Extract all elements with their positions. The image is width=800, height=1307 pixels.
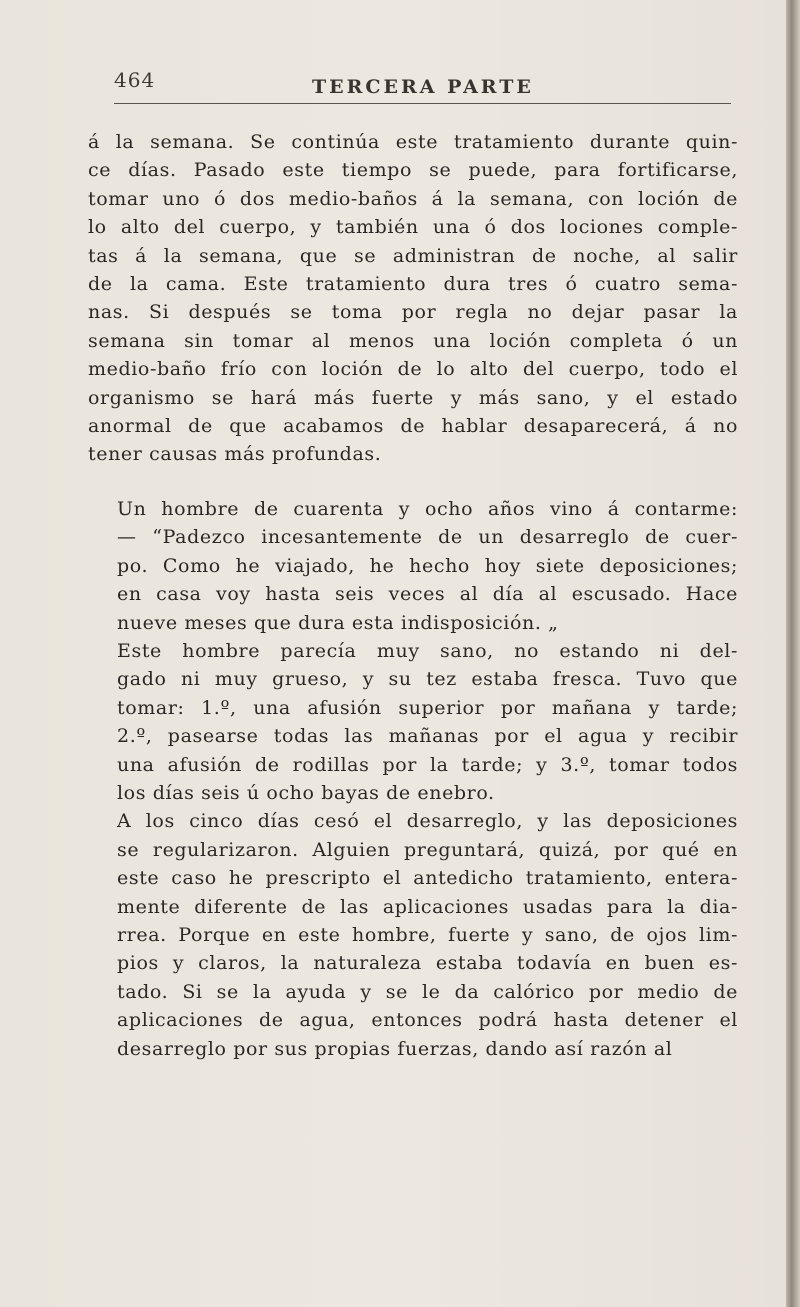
text-line: en casa voy hasta seis veces al día al escusado. Hace	[117, 583, 738, 606]
text-line: Este hombre parecía muy sano, no estando ni del-	[117, 639, 738, 662]
text-line: tomar uno ó dos medio-baños á la semana, con loción de	[88, 187, 738, 210]
text-line: gado ni muy grueso, y su tez estaba fresca. Tuvo que	[117, 668, 738, 691]
text-line: tener causas más profundas.	[88, 443, 382, 466]
text-line: anormal de que acabamos de hablar desaparecerá, á no	[88, 415, 738, 438]
text-line: tas á la semana, que se administran de noche, al salir	[88, 244, 738, 267]
paragraph	[88, 495, 738, 637]
text-line: ce días. Pasado este tiempo se puede, para fortificarse,	[88, 159, 738, 182]
text-line: medio-baño frío con loción de lo alto del cuerpo, todo el	[88, 358, 738, 381]
paragraph	[88, 637, 738, 807]
text-line: aplicaciones de agua, entonces podrá hasta detener el	[117, 1009, 738, 1032]
text-line: este caso he prescripto el antedicho tratamiento, entera-	[117, 867, 738, 890]
text-line: 2.º, pasearse todas las mañanas por el agua y recibir	[117, 725, 738, 748]
text-line: — “Padezco incesantemente de un desarreglo de cuer-	[117, 526, 738, 549]
text-line: nas. Si después se toma por regla no dejar pasar la	[88, 301, 738, 324]
text-line: A los cinco días cesó el desarreglo, y las deposiciones	[117, 810, 738, 833]
text-line: á la semana. Se continúa este tratamiento durante quin-	[88, 131, 738, 153]
text-line: mente diferente de las aplicaciones usadas para la dia-	[117, 895, 738, 918]
text-line: nueve meses que dura esta indisposición. „	[117, 611, 559, 634]
body-text	[88, 128, 738, 1063]
text-line: una afusión de rodillas por la tarde; y 3.º, tomar todos	[117, 753, 738, 776]
text-line: po. Como he viajado, he hecho hoy siete deposiciones;	[117, 554, 738, 577]
text-line: pios y claros, la naturaleza estaba todavía en buen es-	[117, 952, 738, 975]
header-rule	[114, 103, 731, 104]
paragraph	[88, 807, 738, 1063]
text-line: lo alto del cuerpo, y también una ó dos lociones comple-	[88, 216, 738, 239]
page-header	[114, 68, 732, 102]
text-line: se regularizaron. Alguien preguntará, quizá, por qué en	[117, 838, 738, 861]
text-line: Un hombre de cuarenta y ocho años vino á contarme:	[117, 497, 738, 520]
text-line: organismo se hará más fuerte y más sano, y el estado	[88, 386, 738, 409]
paragraph	[88, 128, 738, 469]
text-line: tomar: 1.º, una afusión superior por mañana y tarde;	[117, 696, 738, 719]
text-line: los días seis ú ocho bayas de enebro.	[117, 781, 495, 804]
text-line: rrea. Porque en este hombre, fuerte y sano, de ojos lim-	[117, 923, 738, 946]
running-head: TERCERA PARTE	[312, 76, 534, 98]
page-number: 464	[114, 68, 156, 92]
book-spine-edge	[786, 0, 800, 1307]
text-line: semana sin tomar al menos una loción completa ó un	[88, 329, 738, 352]
text-line: desarreglo por sus propias fuerzas, dando así razón al	[117, 1037, 673, 1060]
text-line: tado. Si se la ayuda y se le da calórico por medio de	[117, 980, 738, 1003]
text-line: de la cama. Este tratamiento dura tres ó cuatro sema-	[88, 273, 738, 296]
